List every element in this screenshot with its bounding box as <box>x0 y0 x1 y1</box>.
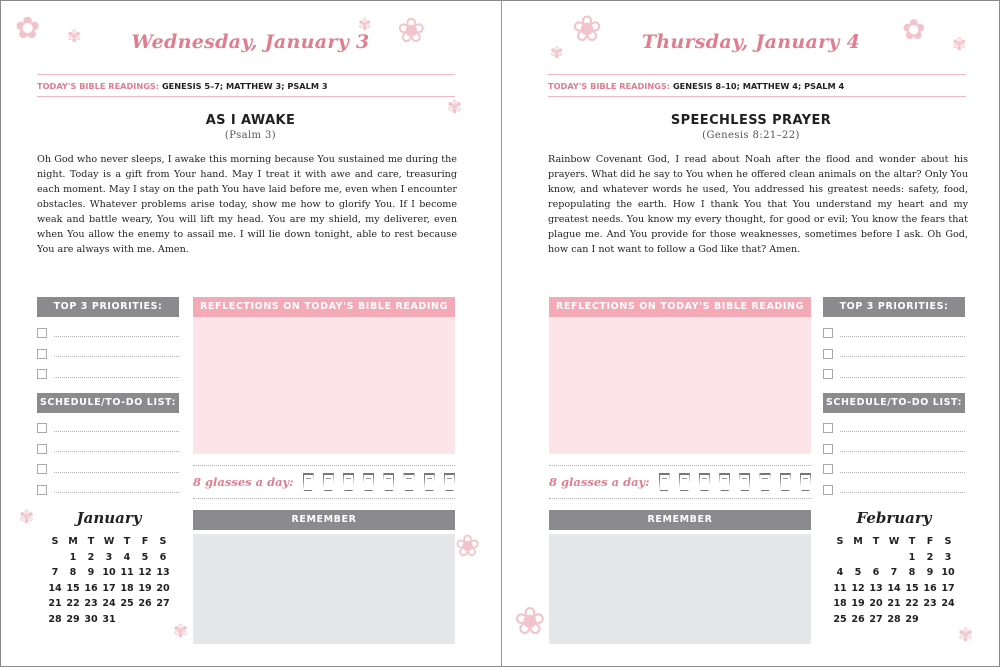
page-date: Wednesday, January 3 <box>131 31 370 53</box>
calendar-day: 20 <box>156 582 170 594</box>
calendar-day: 10 <box>102 567 116 578</box>
checkbox[interactable] <box>823 485 833 495</box>
calendar-day: 5 <box>854 567 862 578</box>
calendar-day: 12 <box>851 582 865 594</box>
priorities-list <box>823 323 965 385</box>
calendar-day: 11 <box>833 582 847 594</box>
calendar-day: 17 <box>941 582 955 594</box>
readings-value: GENESIS 5–7; MATTHEW 3; PSALM 3 <box>161 81 328 91</box>
calendar-day: 18 <box>833 598 847 609</box>
bible-readings <box>548 74 966 97</box>
calendar-day: 4 <box>836 567 844 578</box>
calendar-day: 29 <box>66 613 80 625</box>
calendar-day: 7 <box>890 567 898 578</box>
calendar-day <box>921 613 939 628</box>
calendar-day: 16 <box>923 582 937 594</box>
remember-box[interactable] <box>549 534 811 644</box>
page-date: Thursday, January 4 <box>641 31 861 53</box>
priority-row <box>823 344 965 365</box>
calendar-day: 11 <box>120 567 134 578</box>
calendar-day: 25 <box>120 598 134 609</box>
schedule-header: SCHEDULE/TO-DO LIST: <box>37 393 179 413</box>
checkbox[interactable] <box>37 423 47 433</box>
glass-icon[interactable] <box>343 473 354 491</box>
calendar-day: 18 <box>120 582 134 594</box>
glass-icon[interactable] <box>719 473 730 491</box>
calendar-day: 2 <box>87 551 95 563</box>
schedule-list <box>823 418 965 500</box>
calendar-day: 8 <box>69 567 77 578</box>
flower-decoration-icon: ✾ <box>358 15 372 34</box>
schedule-row <box>823 418 965 439</box>
calendar-day: 27 <box>869 613 883 625</box>
flower-decoration-icon: ❀ <box>397 11 426 51</box>
calendar-day: 24 <box>941 598 955 609</box>
calendar-day: 26 <box>138 598 152 609</box>
calendar-day: 28 <box>48 613 62 625</box>
devotion-reference: (Genesis 8:21–22) <box>702 130 800 141</box>
top-priorities-header: TOP 3 PRIORITIES: <box>823 297 965 317</box>
calendar-day: 3 <box>944 551 952 563</box>
flower-decoration-icon: ✾ <box>550 43 564 62</box>
checkbox[interactable] <box>823 444 833 454</box>
calendar-day: 26 <box>851 613 865 625</box>
calendar-day <box>849 551 867 566</box>
calendar-day: 1 <box>908 551 916 563</box>
calendar-day: 12 <box>138 567 152 578</box>
flower-decoration-icon: ✿ <box>902 13 926 46</box>
weekday-label: T <box>908 536 916 547</box>
calendar-grid <box>46 535 172 627</box>
calendar-day: 28 <box>887 613 901 625</box>
checkbox[interactable] <box>823 328 833 338</box>
calendar-day: 15 <box>905 582 919 594</box>
calendar-day: 8 <box>908 567 916 578</box>
glass-icon[interactable] <box>303 473 314 491</box>
left-page <box>1 1 500 666</box>
checkbox[interactable] <box>37 328 47 338</box>
schedule-row <box>37 459 179 480</box>
checkbox[interactable] <box>823 423 833 433</box>
weekday-label: M <box>853 536 863 547</box>
calendar-day: 2 <box>926 551 934 563</box>
calendar-day: 13 <box>156 567 170 578</box>
calendar-day: 23 <box>84 598 98 609</box>
remember-header: REMEMBER <box>549 510 811 530</box>
calendar-day: 22 <box>905 598 919 609</box>
glass-icon[interactable] <box>739 473 750 491</box>
weekday-label: M <box>68 536 78 547</box>
devotion-reference: (Psalm 3) <box>224 130 277 141</box>
reflections-header: REFLECTIONS ON TODAY'S BIBLE READING <box>193 297 455 317</box>
weekday-label: S <box>944 536 952 547</box>
devotion-title: SPEECHLESS PRAYER <box>670 113 832 128</box>
calendar-month: January <box>76 509 142 527</box>
weekday-label: W <box>103 536 115 547</box>
glass-icon[interactable] <box>444 473 455 491</box>
checkbox[interactable] <box>37 485 47 495</box>
readings-value: GENESIS 8–10; MATTHEW 4; PSALM 4 <box>672 81 845 91</box>
schedule-row <box>37 480 179 501</box>
checkbox[interactable] <box>37 369 47 379</box>
schedule-header: SCHEDULE/TO-DO LIST: <box>823 393 965 413</box>
calendar-day: 14 <box>887 582 901 594</box>
checkbox[interactable] <box>823 349 833 359</box>
priority-row <box>823 364 965 385</box>
readings-label: TODAY'S BIBLE READINGS: <box>548 81 671 91</box>
calendar-day: 27 <box>156 598 170 609</box>
water-tracker <box>193 465 455 499</box>
schedule-row <box>823 480 965 501</box>
weekday-label: T <box>872 536 880 547</box>
calendar-day: 17 <box>102 582 116 594</box>
flower-decoration-icon: ❀ <box>514 599 546 643</box>
calendar-day: 13 <box>869 582 883 594</box>
checkbox[interactable] <box>823 369 833 379</box>
bible-readings <box>37 74 455 97</box>
flower-decoration-icon: ✾ <box>173 621 189 642</box>
calendar-day: 5 <box>141 551 149 563</box>
weekday-label: F <box>141 536 149 547</box>
calendar-day: 22 <box>66 598 80 609</box>
calendar-day: 9 <box>87 567 95 578</box>
weekday-label: T <box>87 536 95 547</box>
calendar-day: 24 <box>102 598 116 609</box>
priorities-list <box>37 323 179 385</box>
flower-decoration-icon: ✿ <box>15 11 41 46</box>
glass-icon[interactable] <box>759 473 770 491</box>
glass-icon[interactable] <box>363 473 374 491</box>
calendar-day: 14 <box>48 582 62 594</box>
glass-icon[interactable] <box>780 473 791 491</box>
schedule-row <box>823 459 965 480</box>
calendar-day: 15 <box>66 582 80 594</box>
priority-row <box>823 323 965 344</box>
glass-icon[interactable] <box>679 473 690 491</box>
calendar-day: 16 <box>84 582 98 594</box>
devotion-title: AS I AWAKE <box>205 113 296 128</box>
schedule-list <box>37 418 179 500</box>
glass-icon[interactable] <box>800 473 811 491</box>
calendar-day: 21 <box>887 598 901 609</box>
calendar-day: 29 <box>905 613 919 625</box>
calendar-day <box>154 613 172 628</box>
weekday-label: S <box>51 536 59 547</box>
mini-calendar <box>46 509 172 627</box>
flower-decoration-icon: ✾ <box>67 27 82 47</box>
calendar-day <box>885 551 903 566</box>
weekday-label: S <box>159 536 167 547</box>
reflections-box[interactable] <box>193 317 455 454</box>
calendar-day: 31 <box>102 613 116 625</box>
glass-icon[interactable] <box>424 473 435 491</box>
remember-box[interactable] <box>193 534 455 644</box>
calendar-day: 3 <box>105 551 113 563</box>
weekday-label: F <box>926 536 934 547</box>
calendar-day: 4 <box>123 551 131 563</box>
weekday-label: W <box>888 536 900 547</box>
calendar-day <box>46 551 64 566</box>
glass-icon[interactable] <box>659 473 670 491</box>
top-priorities-header: TOP 3 PRIORITIES: <box>37 297 179 317</box>
calendar-day: 9 <box>926 567 934 578</box>
checkbox[interactable] <box>37 464 47 474</box>
priority-row <box>37 364 179 385</box>
reflections-header: REFLECTIONS ON TODAY'S BIBLE READING <box>549 297 811 317</box>
checkbox[interactable] <box>37 349 47 359</box>
calendar-day: 6 <box>159 551 167 563</box>
flower-decoration-icon: ✾ <box>19 507 35 528</box>
readings-label: TODAY'S BIBLE READINGS: <box>37 81 160 91</box>
remember-header: REMEMBER <box>193 510 455 530</box>
checkbox[interactable] <box>37 444 47 454</box>
calendar-day: 10 <box>941 567 955 578</box>
reflections-box[interactable] <box>549 317 811 454</box>
glass-icon[interactable] <box>403 473 414 491</box>
flower-decoration-icon: ❀ <box>572 9 603 50</box>
water-tracker-label: 8 glasses a day: <box>549 475 650 489</box>
devotion-body: Rainbow Covenant God, I read about Noah after the flood and wonder about his prayers. What did he say to You when he offered clean animals on the altar? Only You know, and whatever words he used, You addressed his greatest needs: safety, food, repopulating the earth. How I thank You that You understand my heart and my greatest needs. You know my every thought, for good or evil; You know the fears that plague me. And You provide for those weaknesses, sometimes before I ask. Oh God, how can I not want to follow a God like that? Amen. <box>548 154 968 255</box>
glass-icon[interactable] <box>323 473 334 491</box>
calendar-day: 21 <box>48 598 62 609</box>
water-tracker <box>549 465 811 499</box>
calendar-day <box>118 613 136 628</box>
right-page <box>501 1 1000 666</box>
schedule-row <box>37 439 179 460</box>
calendar-day: 19 <box>851 598 865 609</box>
flower-decoration-icon: ✾ <box>447 97 463 118</box>
priority-row <box>37 323 179 344</box>
calendar-day <box>867 551 885 566</box>
devotion-body: Oh God who never sleeps, I awake this morning because You sustained me during the night. Today is a gift from Your hand. May I treat it with awe and care, treasuring each moment. May I stay on the path You have laid before me, even when I encounter obstacles. Whatever problems arise today, show me how to glorify You. If I become weak and battle weary, You will lift my head. You are my shield, my deliverer, even when You allow the enemy to assail me. I will lie down tonight, able to rest because You are always with me. Amen. <box>37 154 457 255</box>
flower-decoration-icon: ✾ <box>952 35 967 55</box>
mini-calendar <box>831 509 957 627</box>
calendar-day <box>831 551 849 566</box>
calendar-grid <box>831 535 957 627</box>
weekday-label: S <box>836 536 844 547</box>
calendar-day: 19 <box>138 582 152 594</box>
calendar-day: 25 <box>833 613 847 625</box>
glass-icon[interactable] <box>699 473 710 491</box>
priority-row <box>37 344 179 365</box>
calendar-day: 7 <box>51 567 59 578</box>
calendar-month: February <box>856 509 932 527</box>
flower-decoration-icon: ❀ <box>455 529 481 564</box>
calendar-day: 1 <box>69 551 77 563</box>
schedule-row <box>823 439 965 460</box>
water-tracker-label: 8 glasses a day: <box>193 475 294 489</box>
calendar-day: 30 <box>84 613 98 625</box>
calendar-day: 6 <box>872 567 880 578</box>
calendar-day: 23 <box>923 598 937 609</box>
checkbox[interactable] <box>823 464 833 474</box>
calendar-day: 20 <box>869 598 883 609</box>
flower-decoration-icon: ✾ <box>958 625 974 646</box>
calendar-day <box>939 613 957 628</box>
calendar-day <box>136 613 154 628</box>
weekday-label: T <box>123 536 131 547</box>
glass-icon[interactable] <box>383 473 394 491</box>
schedule-row <box>37 418 179 439</box>
